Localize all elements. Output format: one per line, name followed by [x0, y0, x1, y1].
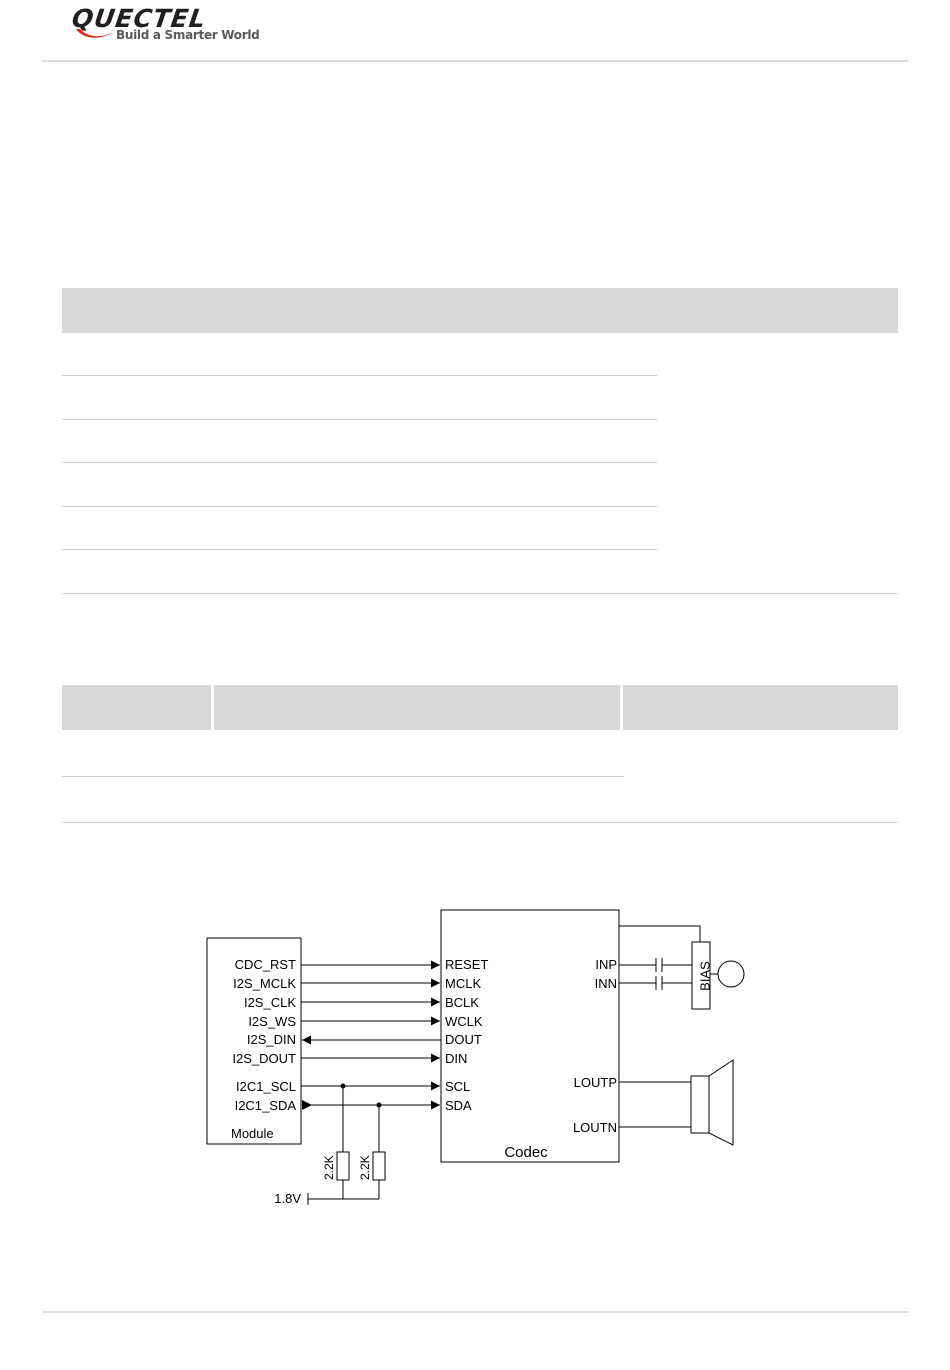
module-pin-cdc-rst: CDC_RST [234, 957, 296, 972]
speaker-icon [709, 1060, 733, 1145]
table-2-bottom-rule [62, 822, 898, 823]
table-2-header-separator [211, 685, 214, 730]
codec-pin-reset: RESET [445, 957, 489, 972]
codec-pin-bclk: BCLK [445, 995, 479, 1010]
table-1 [62, 288, 898, 595]
footer-divider [42, 1311, 908, 1313]
module-pin-i2s-ws: I2S_WS [248, 1014, 296, 1029]
codec-pin-din: DIN [445, 1051, 468, 1066]
resistor-scl [337, 1152, 349, 1180]
table-2-row-divider [62, 776, 624, 777]
codec-pin-inn: INN [594, 976, 617, 991]
table-2-header-separator [620, 685, 623, 730]
codec-pin-wclk: WCLK [445, 1014, 483, 1029]
module-pin-i2c1-scl: I2C1_SCL [236, 1079, 296, 1094]
codec-pin-dout: DOUT [445, 1032, 482, 1047]
resistor-sda-label: 2.2K [358, 1155, 372, 1180]
module-pin-i2s-mclk: I2S_MCLK [233, 976, 296, 991]
quectel-logo [70, 4, 260, 42]
wire-sda-left-arrow [302, 1100, 312, 1110]
table-1-row-divider [62, 506, 657, 507]
table-1-row-divider [62, 549, 657, 550]
codec-pin-sda: SDA [445, 1098, 472, 1113]
module-pin-i2s-clk: I2S_CLK [243, 995, 296, 1010]
logo-brand: QUECTEL [70, 4, 209, 33]
table-1-bottom-rule [62, 593, 898, 594]
logo-tagline: Build a Smarter World [116, 28, 260, 42]
codec-pin-scl: SCL [445, 1079, 471, 1094]
logo-swoosh-icon [74, 26, 118, 42]
supply-label: 1.8V [274, 1191, 301, 1206]
module-pin-i2s-din: I2S_DIN [246, 1032, 296, 1047]
wire-bias-supply [619, 926, 700, 942]
codec-connection-diagram [0, 890, 950, 1220]
codec-label: Codec [504, 1144, 548, 1161]
table-1-row-divider [62, 375, 657, 376]
module-pin-i2s-dout: I2S_DOUT [232, 1051, 296, 1066]
speaker-body [691, 1076, 709, 1133]
resistor-sda [373, 1152, 385, 1180]
codec-pin-loutp: LOUTP [573, 1075, 617, 1090]
module-pin-i2c1-sda: I2C1_SDA [234, 1098, 296, 1113]
module-label: Module [231, 1126, 274, 1141]
microphone-icon [718, 961, 744, 987]
resistor-scl-label: 2.2K [322, 1155, 336, 1180]
codec-pin-inp: INP [595, 957, 617, 972]
table-1-header [62, 288, 898, 333]
table-1-row-divider [62, 419, 657, 420]
table-2-header [62, 685, 898, 730]
table-1-row-divider [62, 462, 657, 463]
header-divider [42, 60, 908, 62]
table-2 [62, 685, 898, 825]
codec-pin-mclk: MCLK [445, 976, 482, 991]
page-header [0, 0, 950, 64]
codec-pin-loutn: LOUTN [572, 1120, 617, 1135]
bias-label: BIAS [697, 961, 713, 991]
